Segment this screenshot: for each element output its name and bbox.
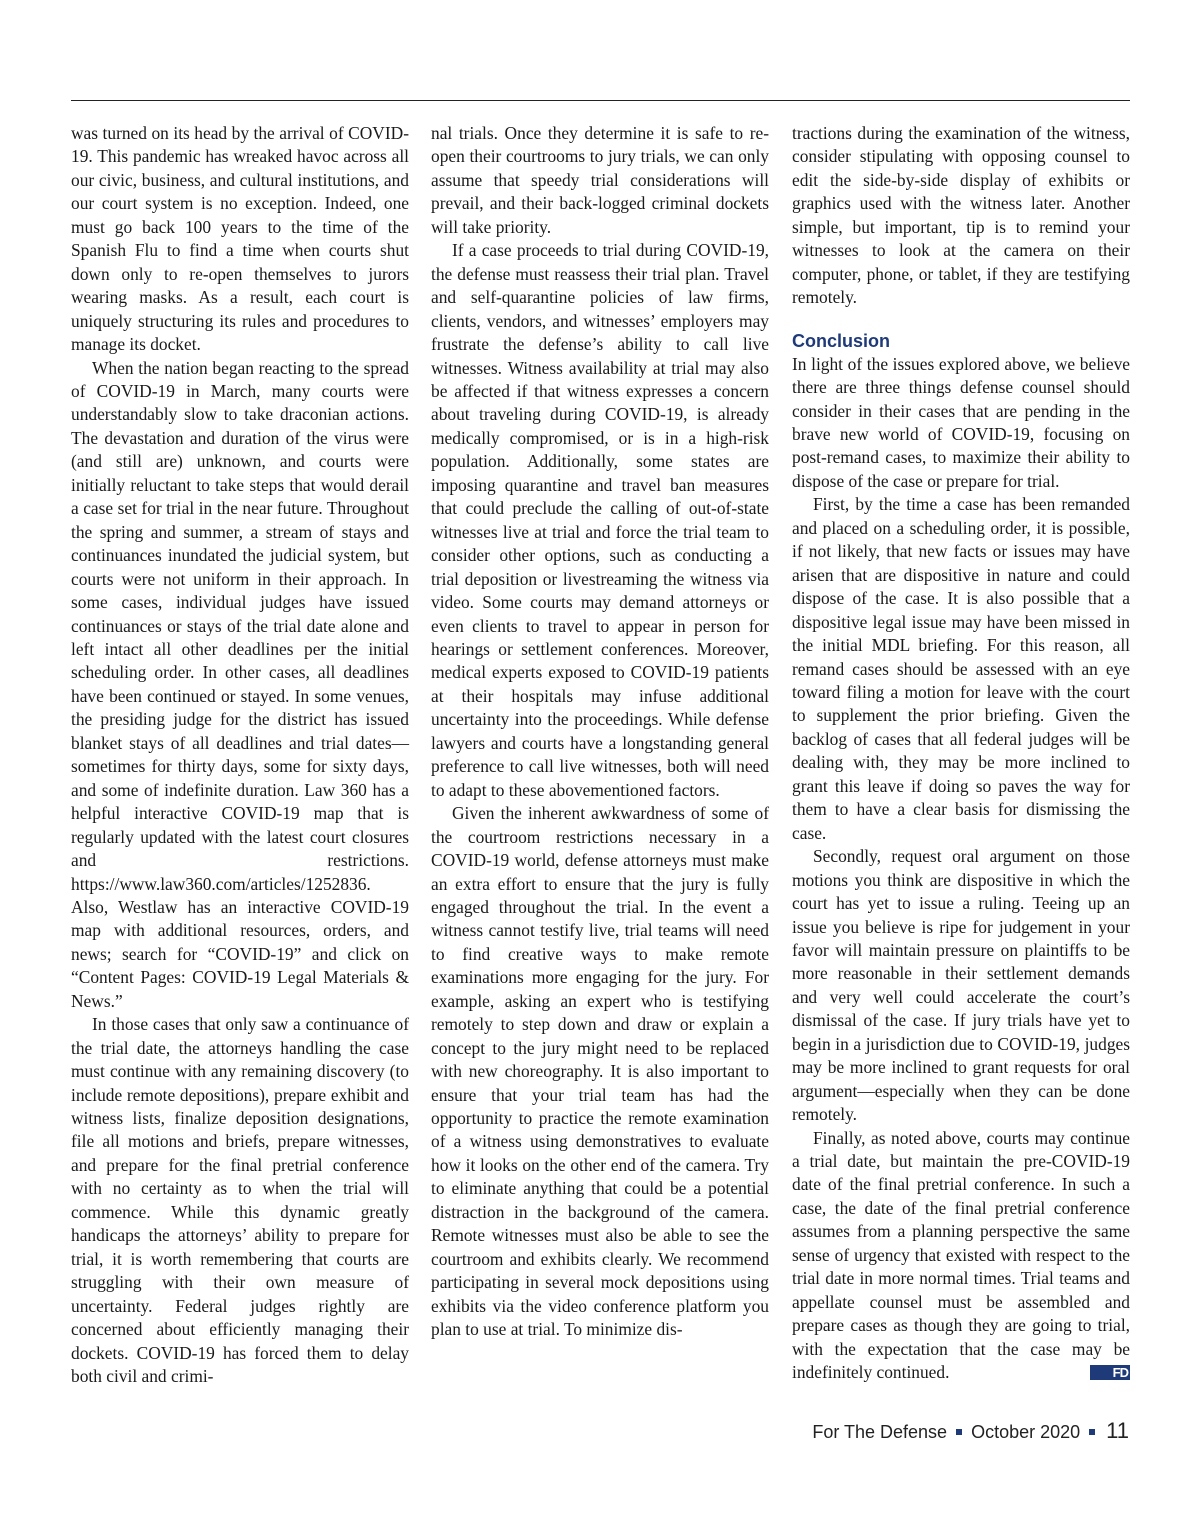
header-rule [71,100,1130,101]
paragraph-final [792,1127,1130,1385]
paragraph: First, by the time a case has been remanded and placed on a scheduling order, it is possible, if not likely, that new facts or issues may have arisen that are dispositive in nature and could dispose of the case. It is also possible that a dispositive legal issue may have been missed in the initial MDL briefing. For this reason, all remand cases should be assessed with an eye toward filing a motion for leave with the court to supplement the prior briefing. Given the backlog of cases that all federal judges will be dealing with, they may be more inclined to grant this leave if doing so paves the way for them to have a clear basis for dismissing the case. [792,494,1130,843]
article-column-1 [71,122,409,1388]
paragraph: nal trials. Once they determine it is safe to re-open their courtrooms to jury trials, we can only assume that speedy trial considerations will prevail, and their back-logged criminal dockets will take priority. [431,123,769,237]
footer-publication: For The Defense [812,1422,948,1442]
section-heading-conclusion: Conclusion [792,330,890,351]
square-bullet-icon [956,1429,962,1435]
page-footer [812,1418,1129,1444]
page-number: 11 [1106,1418,1129,1443]
footer-issue: October 2020 [971,1422,1081,1442]
end-of-article-mark-icon: FD [1090,1365,1130,1380]
paragraph: When the nation began reacting to the spread of COVID-19 in March, many courts were understandably slow to take draconian actions. The devastation and duration of the virus were (and still are) unknown, and courts were initially reluctant to take steps that would derail a case set for trial in the near future. Throughout the spring and summer, a stream of stays and continuances inundated the judicial system, but courts were not uniform in their approach. In some cases, individual judges have issued continuances or stays of the trial date alone and left intact all other deadlines per the initial scheduling order. In other cases, all deadlines have been continued or stayed. In some venues, the presiding judge for the district has issued blanket stays of all deadlines and trial dates—sometimes for thirty days, some for sixty days, and some of indefinite duration. Law 360 has a helpful interactive COVID-19 map that is regularly updated with the latest court closures and restrictions. https://www.law360.com/articles/1252836. Also, Westlaw has an interactive COVID-19 map with additional resources, orders, and news; search for “COVID-19” and click on “Content Pages: COVID-19 Legal Materials & News.” [71,357,409,1011]
paragraph: Secondly, request oral argument on those motions you think are dispositive in which the court has yet to issue a ruling. Teeing up an issue you believe is ripe for judgement in your favor will maintain pressure on plaintiffs to be more reasonable in their settlement demands and very well could accelerate the court’s dismissal of the case. If jury trials have yet to begin in a jurisdiction due to COVID-19, judges may be more inclined to grant requests for oral argument—especially when they can be done remotely. [792,846,1130,1125]
paragraph: tractions during the examination of the witness, consider stipulating with opposing counsel to edit the side-by-side display of exhibits or graphics used with the witness later. Another simple, but important, tip is to remind your witnesses to look at the camera on their computer, phone, or tablet, if they are testifying remotely. [792,123,1130,308]
paragraph: If a case proceeds to trial during COVID-19, the defense must reassess their trial plan. Travel and self-quarantine policies of law firms, clients, vendors, and witnesses’ employers may frustrate the defense’s ability to call live witnesses. Witness availability at trial may also be affected if that witness expresses a concern about traveling during COVID-19, is already medically compromised, or is in a high-risk population. Additionally, some states are imposing quarantine and travel ban measures that could preclude the calling of out-of-state witnesses live at trial and force the trial team to consider other options, such as conducting a trial deposition or livestreaming the witness via video. Some courts may demand attorneys or even clients to travel to appear in person for hearings or settlement conferences. Moreover, medical experts exposed to COVID-19 patients at their hospitals may infuse additional uncertainty into the proceedings. While defense lawyers and courts have a longstanding general preference to call live witnesses, both will need to adapt to these abovementioned factors. [431,240,769,800]
paragraph: In those cases that only saw a continuance of the trial date, the attorneys handling the case must continue with any remaining discovery (to include remote depositions), prepare exhibit and witness lists, finalize deposition designations, file all motions and briefs, prepare witnesses, and prepare for the final pretrial conference with no certainty as to when the trial will commence. While this dynamic greatly handicaps the attorneys’ ability to prepare for trial, it is worth remembering that courts are struggling with their own measure of uncertainty. Federal judges rightly are concerned about efficiently managing their dockets. COVID-19 has forced them to delay both civil and crimi- [71,1014,409,1387]
paragraph: In light of the issues explored above, we believe there are three things defense counsel should consider in their cases that are pending in the brave new world of COVID-19, focusing on post-remand cases, to maximize their ability to dispose of the case or prepare for trial. [792,353,1130,491]
paragraph-text: Finally, as noted above, courts may continue a trial date, but maintain the pre-COVID-19 date of the final pretrial conference. In such a case, the date of the final pretrial conference assumes from a planning perspective the same sense of urgency that existed with respect to the trial date in more normal times. Trial teams and appellate counsel must be assembled and prepare cases as though they are going to trial, with the expectation that the case may be indefinitely continued. [792,1127,1130,1383]
paragraph: was turned on its head by the arrival of COVID-19. This pandemic has wreaked havoc across all our civic, business, and cultural institutions, and our court system is no exception. Indeed, one must go back 100 years to the time of the Spanish Flu to find a time when courts shut down only to re-open themselves to jurors wearing masks. As a result, each court is uniquely structuring its rules and procedures to manage its docket. [71,123,409,355]
square-bullet-icon [1089,1429,1095,1435]
article-column-2 [431,122,769,1342]
paragraph: Given the inherent awkwardness of some of the courtroom restrictions necessary in a COVID-19 world, defense attorneys must make an extra effort to ensure that the jury is fully engaged throughout the trial. In the event a witness cannot testify live, trial teams will need to find creative ways to make remote examinations more engaging for the jury. For example, asking an expert who is testifying remotely to step down and draw or explain a concept to the jury might need to be replaced with new choreography. It is also important to ensure that your trial team has had the opportunity to practice the remote examination of a witness using demonstratives to evaluate how it looks on the other end of the camera. Try to eliminate anything that could be a potential distraction in the background of the camera. Remote witnesses must also be able to see the courtroom and exhibits clearly. We recommend participating in several mock depositions using exhibits via the video conference platform you plan to use at trial. To minimize dis- [431,803,769,1340]
article-column-3 [792,122,1130,1385]
